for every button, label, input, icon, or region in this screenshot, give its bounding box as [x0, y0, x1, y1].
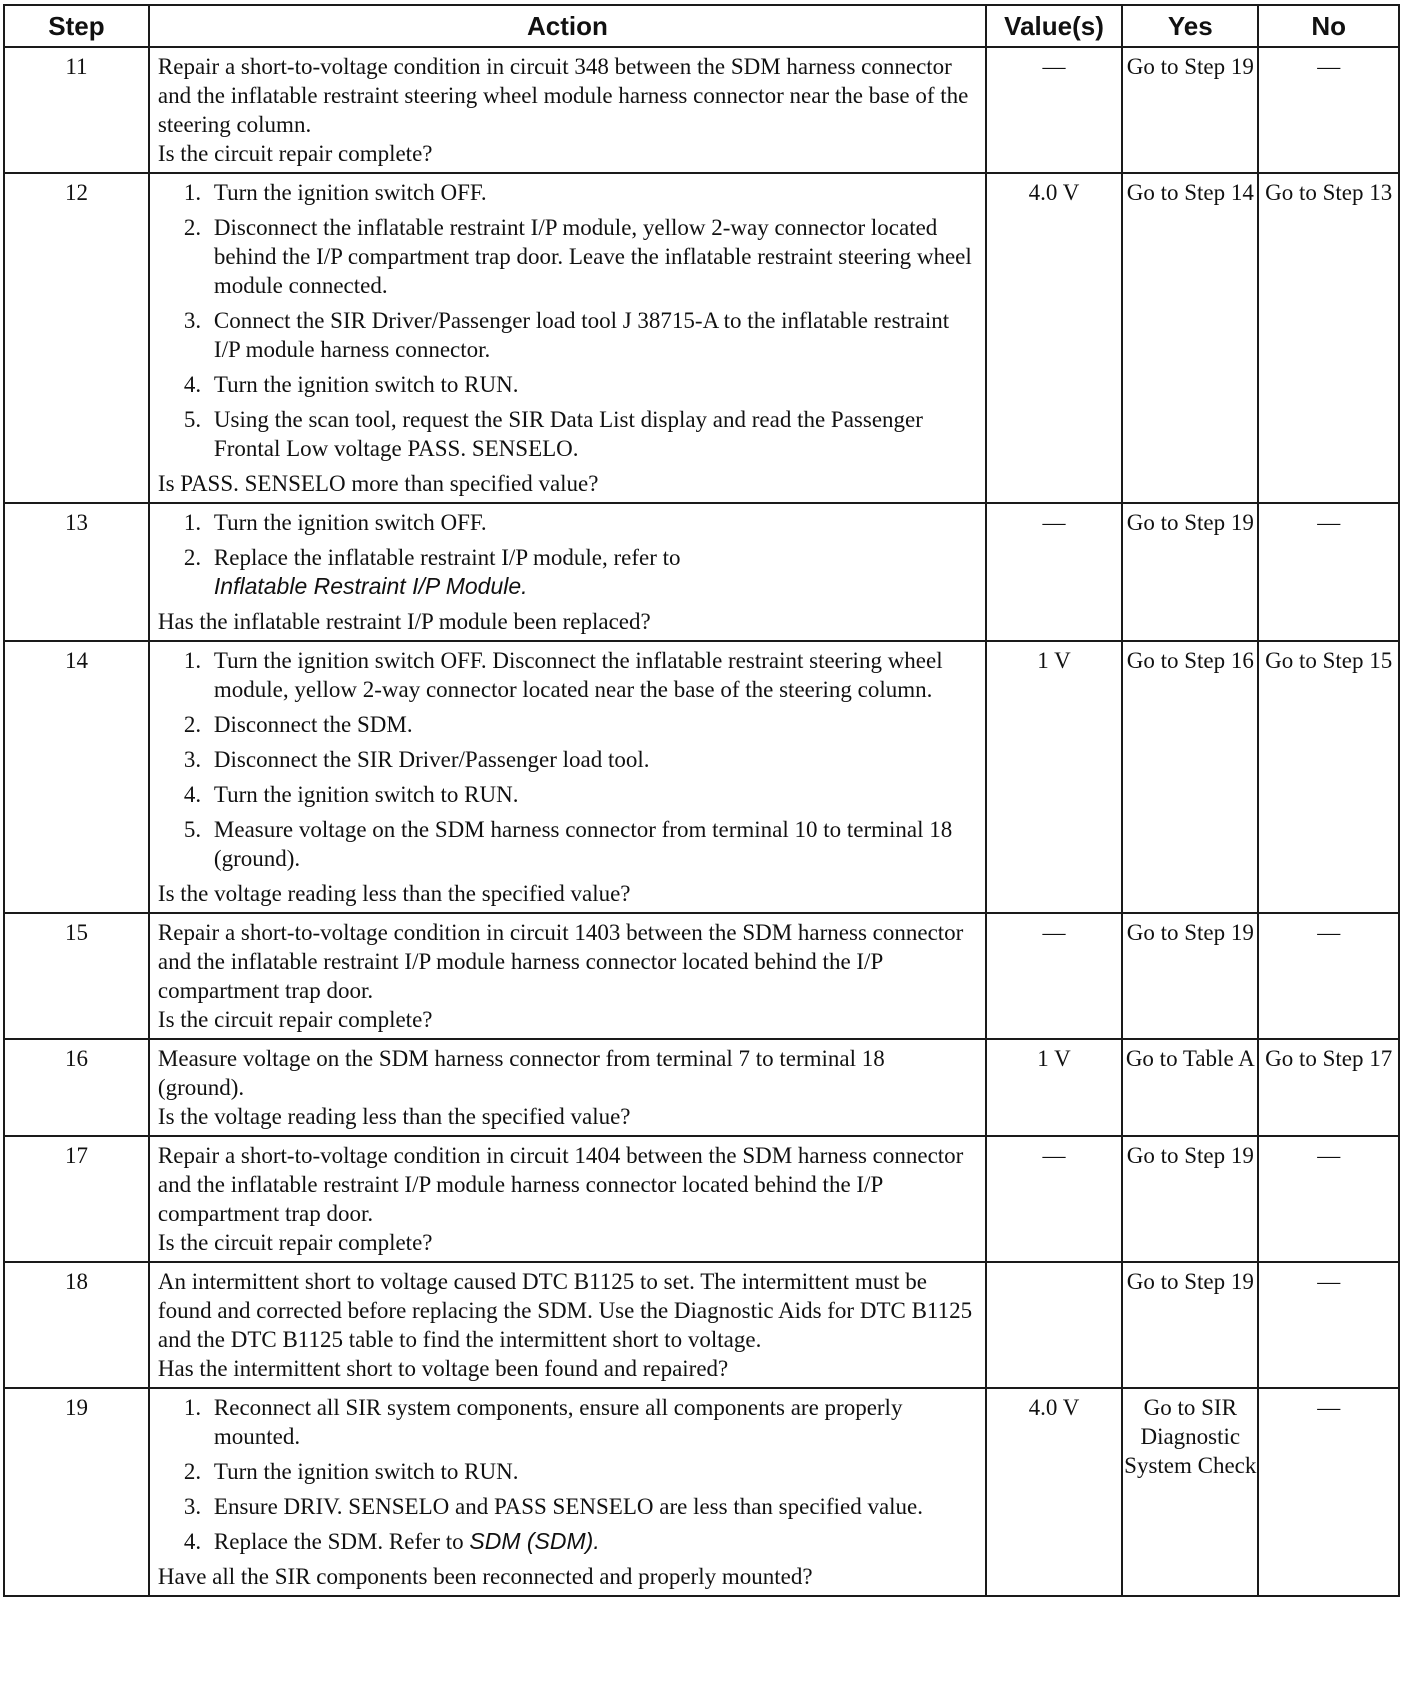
action-question: Have all the SIR components been reconnected and properly mounted? — [157, 1564, 813, 1589]
action-step-number: 4. — [183, 1529, 202, 1554]
action-step-text: Connect the SIR Driver/Passenger load tool J 38715-A to the inflatable restraint I/P module harness connector. — [213, 308, 950, 362]
yes-cell: Go to Step 19 — [1122, 1262, 1258, 1388]
action-cell — [149, 1136, 986, 1262]
no-cell: — — [1258, 1262, 1399, 1388]
table-body — [4, 47, 1399, 1596]
no-cell: — — [1258, 503, 1399, 641]
table-row — [4, 913, 1399, 1039]
action-steps-list — [158, 508, 975, 601]
action-step-item — [158, 370, 975, 399]
step-number: 12 — [4, 173, 149, 503]
action-step-number: 1. — [183, 1395, 202, 1420]
action-step-text: Turn the ignition switch to RUN. — [213, 1459, 519, 1484]
action-step-item — [158, 213, 975, 300]
action-step-number: 4. — [183, 782, 202, 807]
action-step-item — [158, 646, 975, 704]
yes-cell: Go to Step 19 — [1122, 47, 1258, 173]
header-step: Step — [4, 5, 149, 47]
table-row — [4, 1262, 1399, 1388]
action-cell — [149, 641, 986, 913]
action-step-number: 3. — [183, 747, 202, 772]
action-step-number: 1. — [183, 510, 202, 535]
action-cell — [149, 1388, 986, 1596]
value-cell: — — [986, 47, 1122, 173]
value-cell — [986, 1262, 1122, 1388]
action-steps-list — [158, 646, 975, 873]
action-question: Is the voltage reading less than the specified value? — [157, 1104, 631, 1129]
action-steps-list — [158, 178, 975, 463]
action-step-text: Ensure DRIV. SENSELO and PASS SENSELO are less than specified value. — [213, 1494, 924, 1519]
action-question: Is the circuit repair complete? — [157, 141, 433, 166]
action-cell — [149, 503, 986, 641]
action-step-text: Replace the SDM. Refer to — [213, 1529, 464, 1554]
action-question: Is PASS. SENSELO more than specified value? — [157, 471, 599, 496]
action-text: Repair a short-to-voltage condition in circuit 1404 between the SDM harness connector and the inflatable restraint I/P module harness connector located behind the I/P compartment trap door. — [157, 1143, 964, 1226]
action-step-item — [158, 780, 975, 809]
action-step-item — [158, 710, 975, 739]
action-step-text: Disconnect the inflatable restraint I/P module, yellow 2-way connector located behind the I/P compartment trap door. Leave the inflatable restraint steering wheel module connected. — [213, 215, 972, 298]
value-cell: 1 V — [986, 1039, 1122, 1136]
header-no: No — [1258, 5, 1399, 47]
action-step-item — [158, 405, 975, 463]
action-step-text: Turn the ignition switch OFF. — [213, 510, 487, 535]
value-cell: 4.0 V — [986, 173, 1122, 503]
action-step-text: Turn the ignition switch OFF. — [213, 180, 487, 205]
action-cell — [149, 173, 986, 503]
action-question: Has the intermittent short to voltage been found and repaired? — [157, 1356, 729, 1381]
yes-cell: Go to Step 19 — [1122, 913, 1258, 1039]
reference-link[interactable]: Inflatable Restraint I/P Module. — [213, 573, 528, 599]
action-step-item — [158, 1492, 975, 1521]
value-cell: — — [986, 503, 1122, 641]
action-step-number: 4. — [183, 372, 202, 397]
action-question: Has the inflatable restraint I/P module been replaced? — [157, 609, 651, 634]
action-question: Is the circuit repair complete? — [157, 1007, 433, 1032]
action-step-item — [158, 1393, 975, 1451]
action-cell — [149, 913, 986, 1039]
step-number: 13 — [4, 503, 149, 641]
action-step-number: 1. — [183, 180, 202, 205]
step-number: 15 — [4, 913, 149, 1039]
action-step-item — [158, 306, 975, 364]
action-step-number: 5. — [183, 817, 202, 842]
reference-link[interactable]: SDM (SDM). — [469, 1528, 600, 1554]
yes-cell: Go to Step 19 — [1122, 503, 1258, 641]
action-step-text: Disconnect the SDM. — [213, 712, 413, 737]
action-step-item — [158, 1527, 975, 1556]
action-step-text: Turn the ignition switch OFF. Disconnect the inflatable restraint steering wheel module, yellow 2-way connector located near the base of the steering column. — [213, 648, 943, 702]
step-number: 11 — [4, 47, 149, 173]
action-step-number: 1. — [183, 648, 202, 673]
header-yes: Yes — [1122, 5, 1258, 47]
table-row — [4, 641, 1399, 913]
table-row — [4, 1388, 1399, 1596]
action-step-number: 5. — [183, 407, 202, 432]
action-step-text: Reconnect all SIR system components, ensure all components are properly mounted. — [213, 1395, 903, 1449]
step-number: 14 — [4, 641, 149, 913]
action-text: Measure voltage on the SDM harness connector from terminal 7 to terminal 18 (ground). — [157, 1046, 885, 1100]
action-step-text: Turn the ignition switch to RUN. — [213, 782, 519, 807]
action-step-text: Disconnect the SIR Driver/Passenger load tool. — [213, 747, 650, 772]
table-row — [4, 1136, 1399, 1262]
no-cell: Go to Step 13 — [1258, 173, 1399, 503]
table-row — [4, 47, 1399, 173]
no-cell: — — [1258, 47, 1399, 173]
action-cell — [149, 1039, 986, 1136]
no-cell: Go to Step 15 — [1258, 641, 1399, 913]
action-step-item — [158, 508, 975, 537]
value-cell: 4.0 V — [986, 1388, 1122, 1596]
header-values: Value(s) — [986, 5, 1122, 47]
step-number: 16 — [4, 1039, 149, 1136]
action-cell — [149, 1262, 986, 1388]
step-number: 17 — [4, 1136, 149, 1262]
value-cell: — — [986, 913, 1122, 1039]
action-question: Is the voltage reading less than the specified value? — [157, 881, 631, 906]
no-cell: — — [1258, 1388, 1399, 1596]
action-text: An intermittent short to voltage caused DTC B1125 to set. The intermittent must be found and corrected before replacing the SDM. Use the Diagnostic Aids for DTC B1125 and the DTC B1125 table to find the intermittent short to voltage. — [157, 1269, 973, 1352]
table-row — [4, 1039, 1399, 1136]
no-cell: Go to Step 17 — [1258, 1039, 1399, 1136]
action-step-item — [158, 815, 975, 873]
action-step-text: Replace the inflatable restraint I/P module, refer to — [213, 545, 681, 570]
yes-cell: Go to Table A — [1122, 1039, 1258, 1136]
step-number: 19 — [4, 1388, 149, 1596]
yes-cell: Go to Step 16 — [1122, 641, 1258, 913]
action-step-text: Measure voltage on the SDM harness connector from terminal 10 to terminal 18 (ground). — [213, 817, 953, 871]
action-cell — [149, 47, 986, 173]
table-row — [4, 173, 1399, 503]
action-step-number: 3. — [183, 308, 202, 333]
action-step-number: 2. — [183, 712, 202, 737]
step-number: 18 — [4, 1262, 149, 1388]
no-cell: — — [1258, 913, 1399, 1039]
action-step-item — [158, 745, 975, 774]
diagnostic-table — [3, 4, 1400, 1597]
yes-cell: Go to Step 19 — [1122, 1136, 1258, 1262]
value-cell: — — [986, 1136, 1122, 1262]
yes-cell: Go to Step 14 — [1122, 173, 1258, 503]
action-step-number: 3. — [183, 1494, 202, 1519]
action-step-item — [158, 1457, 975, 1486]
no-cell: — — [1258, 1136, 1399, 1262]
yes-cell: Go to SIR Diagnostic System Check — [1122, 1388, 1258, 1596]
header-action: Action — [149, 5, 986, 47]
action-step-number: 2. — [183, 215, 202, 240]
table-row — [4, 503, 1399, 641]
action-text: Repair a short-to-voltage condition in circuit 1403 between the SDM harness connector and the inflatable restraint I/P module harness connector located behind the I/P compartment trap door. — [157, 920, 964, 1003]
header-row — [4, 5, 1399, 47]
action-text: Repair a short-to-voltage condition in circuit 348 between the SDM harness connector and the inflatable restraint steering wheel module harness connector near the base of the steering column. — [157, 54, 969, 137]
action-step-text: Turn the ignition switch to RUN. — [213, 372, 519, 397]
action-step-item — [158, 543, 975, 601]
value-cell: 1 V — [986, 641, 1122, 913]
action-step-number: 2. — [183, 1459, 202, 1484]
action-step-number: 2. — [183, 545, 202, 570]
action-step-item — [158, 178, 975, 207]
action-step-text: Using the scan tool, request the SIR Data List display and read the Passenger Frontal Low voltage PASS. SENSELO. — [213, 407, 923, 461]
action-steps-list — [158, 1393, 975, 1556]
action-question: Is the circuit repair complete? — [157, 1230, 433, 1255]
